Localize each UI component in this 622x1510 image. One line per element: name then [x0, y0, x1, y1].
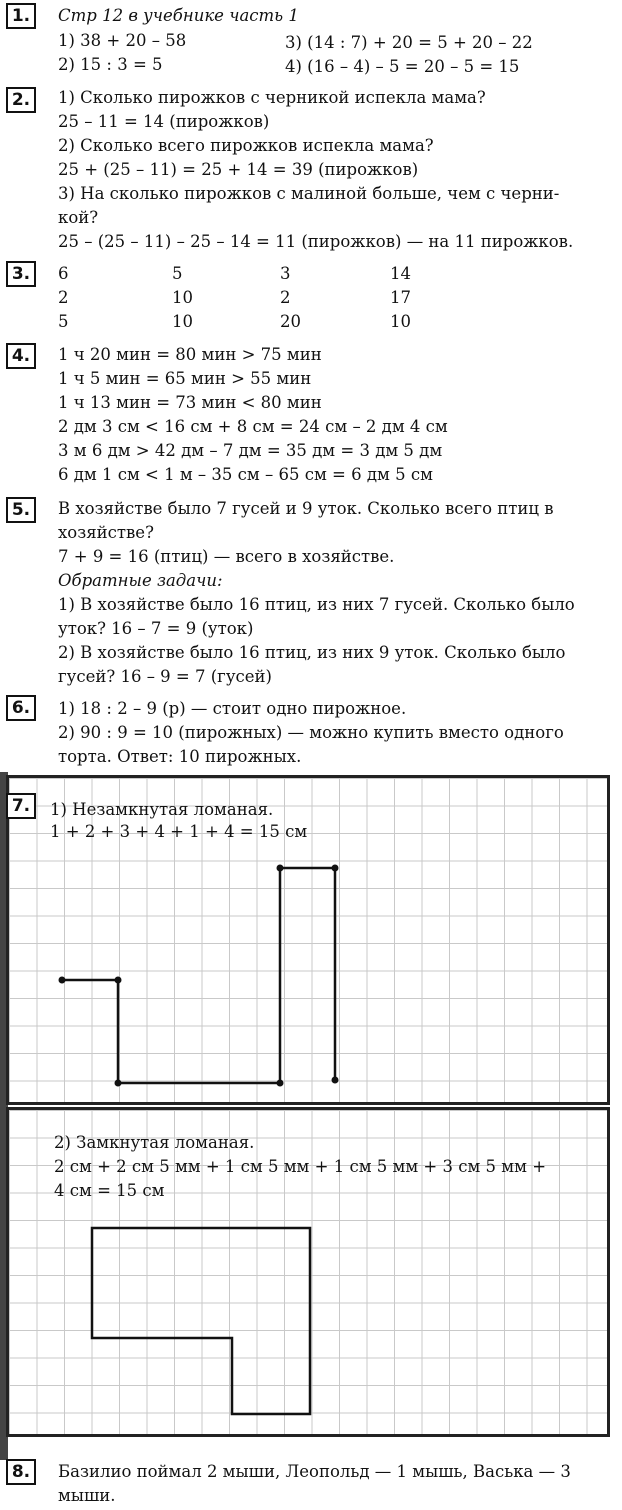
- polyline-vertex: [277, 1080, 284, 1087]
- text-line: 2 дм 3 см < 16 см + 8 см = 24 см – 2 дм 4 см: [58, 417, 448, 436]
- problem-line: В хозяйстве было 7 гусей и 9 уток. Сколько всего птиц в: [58, 499, 554, 518]
- length-sum: 2 см + 2 см 5 мм + 1 см 5 мм + 1 см 5 мм + 3 см 5 мм +: [54, 1157, 547, 1176]
- table-cell: 2: [58, 288, 69, 307]
- text-line: 3 м 6 дм > 42 дм – 7 дм = 35 дм = 3 дм 5 дм: [58, 441, 443, 460]
- closed-polyline: [92, 1228, 310, 1414]
- text-line: мыши.: [58, 1486, 116, 1505]
- polyline-vertex: [332, 865, 339, 872]
- solution-line: 7 + 9 = 16 (птиц) — всего в хозяйстве.: [58, 547, 395, 566]
- text-line: 3) На сколько пирожков с малиной больше, чем с черни-: [58, 184, 560, 203]
- polyline-vertex: [115, 977, 122, 984]
- text-line: Базилио поймал 2 мыши, Леопольд — 1 мышь, Васька — 3: [58, 1462, 571, 1481]
- text-line: 25 – 11 = 14 (пирожков): [58, 112, 270, 131]
- answer-line: 1) 38 + 20 – 58: [58, 31, 187, 50]
- text-line: 6 дм 1 см < 1 м – 35 см – 65 см = 6 дм 5 см: [58, 465, 433, 484]
- table-cell: 5: [58, 312, 69, 331]
- inverse-line: гусей? 16 – 9 = 7 (гусей): [58, 667, 272, 686]
- text-line: 25 + (25 – 11) = 25 + 14 = 39 (пирожков): [58, 160, 419, 179]
- answer-line: 4) (16 – 4) – 5 = 20 – 5 = 15: [285, 57, 520, 76]
- problem-line: хозяйстве?: [58, 523, 154, 542]
- table-cell: 17: [390, 288, 411, 307]
- table-cell: 6: [58, 264, 69, 283]
- open-polyline: [62, 868, 335, 1083]
- inverse-line: 2) В хозяйстве было 16 птиц, из них 9 уток. Сколько было: [58, 643, 566, 662]
- polyline-vertex: [277, 865, 284, 872]
- table-cell: 10: [172, 312, 193, 331]
- text-line: 1 ч 20 мин = 80 мин > 75 мин: [58, 345, 322, 364]
- task-number: 6.: [6, 695, 36, 721]
- text-line: 1) Сколько пирожков с черникой испекла мама?: [58, 88, 486, 107]
- text-line: 1 ч 13 мин = 73 мин < 80 мин: [58, 393, 322, 412]
- text-line: 1 ч 5 мин = 65 мин > 55 мин: [58, 369, 312, 388]
- table-cell: 5: [172, 264, 183, 283]
- table-cell: 20: [280, 312, 301, 331]
- inverse-line: 1) В хозяйстве было 16 птиц, из них 7 гусей. Сколько было: [58, 595, 575, 614]
- task-title: Стр 12 в учебнике часть 1: [58, 6, 299, 25]
- inverse-title: Обратные задачи:: [58, 571, 223, 590]
- polyline-vertex: [332, 1077, 339, 1084]
- text-line: 2) Сколько всего пирожков испекла мама?: [58, 136, 434, 155]
- table-cell: 14: [390, 264, 411, 283]
- text-line: 1) 18 : 2 – 9 (р) — стоит одно пирожное.: [58, 699, 407, 718]
- part-title: 1) Незамкнутая ломаная.: [50, 800, 274, 819]
- task-number: 7.: [6, 793, 36, 819]
- task-number: 3.: [6, 261, 36, 287]
- length-sum: 1 + 2 + 3 + 4 + 1 + 4 = 15 см: [50, 822, 308, 841]
- answer-line: 3) (14 : 7) + 20 = 5 + 20 – 22: [285, 33, 533, 52]
- length-sum: 4 см = 15 см: [54, 1181, 165, 1200]
- answer-line: 2) 15 : 3 = 5: [58, 55, 163, 74]
- task-number: 5.: [6, 497, 36, 523]
- text-line: торта. Ответ: 10 пирожных.: [58, 747, 302, 766]
- part-title: 2) Замкнутая ломаная.: [54, 1133, 255, 1152]
- polyline-vertex: [115, 1080, 122, 1087]
- polyline-vertex: [59, 977, 66, 984]
- inverse-line: уток? 16 – 7 = 9 (уток): [58, 619, 254, 638]
- text-line: 2) 90 : 9 = 10 (пирожных) — можно купить вместо одного: [58, 723, 564, 742]
- task-number: 8.: [6, 1459, 36, 1485]
- table-cell: 10: [172, 288, 193, 307]
- task-number: 2.: [6, 87, 36, 113]
- task-number: 1.: [6, 3, 36, 29]
- task-number: 4.: [6, 343, 36, 369]
- table-cell: 3: [280, 264, 291, 283]
- text-line: кой?: [58, 208, 99, 227]
- text-line: 25 – (25 – 11) – 25 – 14 = 11 (пирожков) — на 11 пирожков.: [58, 232, 574, 251]
- table-cell: 2: [280, 288, 291, 307]
- table-cell: 10: [390, 312, 411, 331]
